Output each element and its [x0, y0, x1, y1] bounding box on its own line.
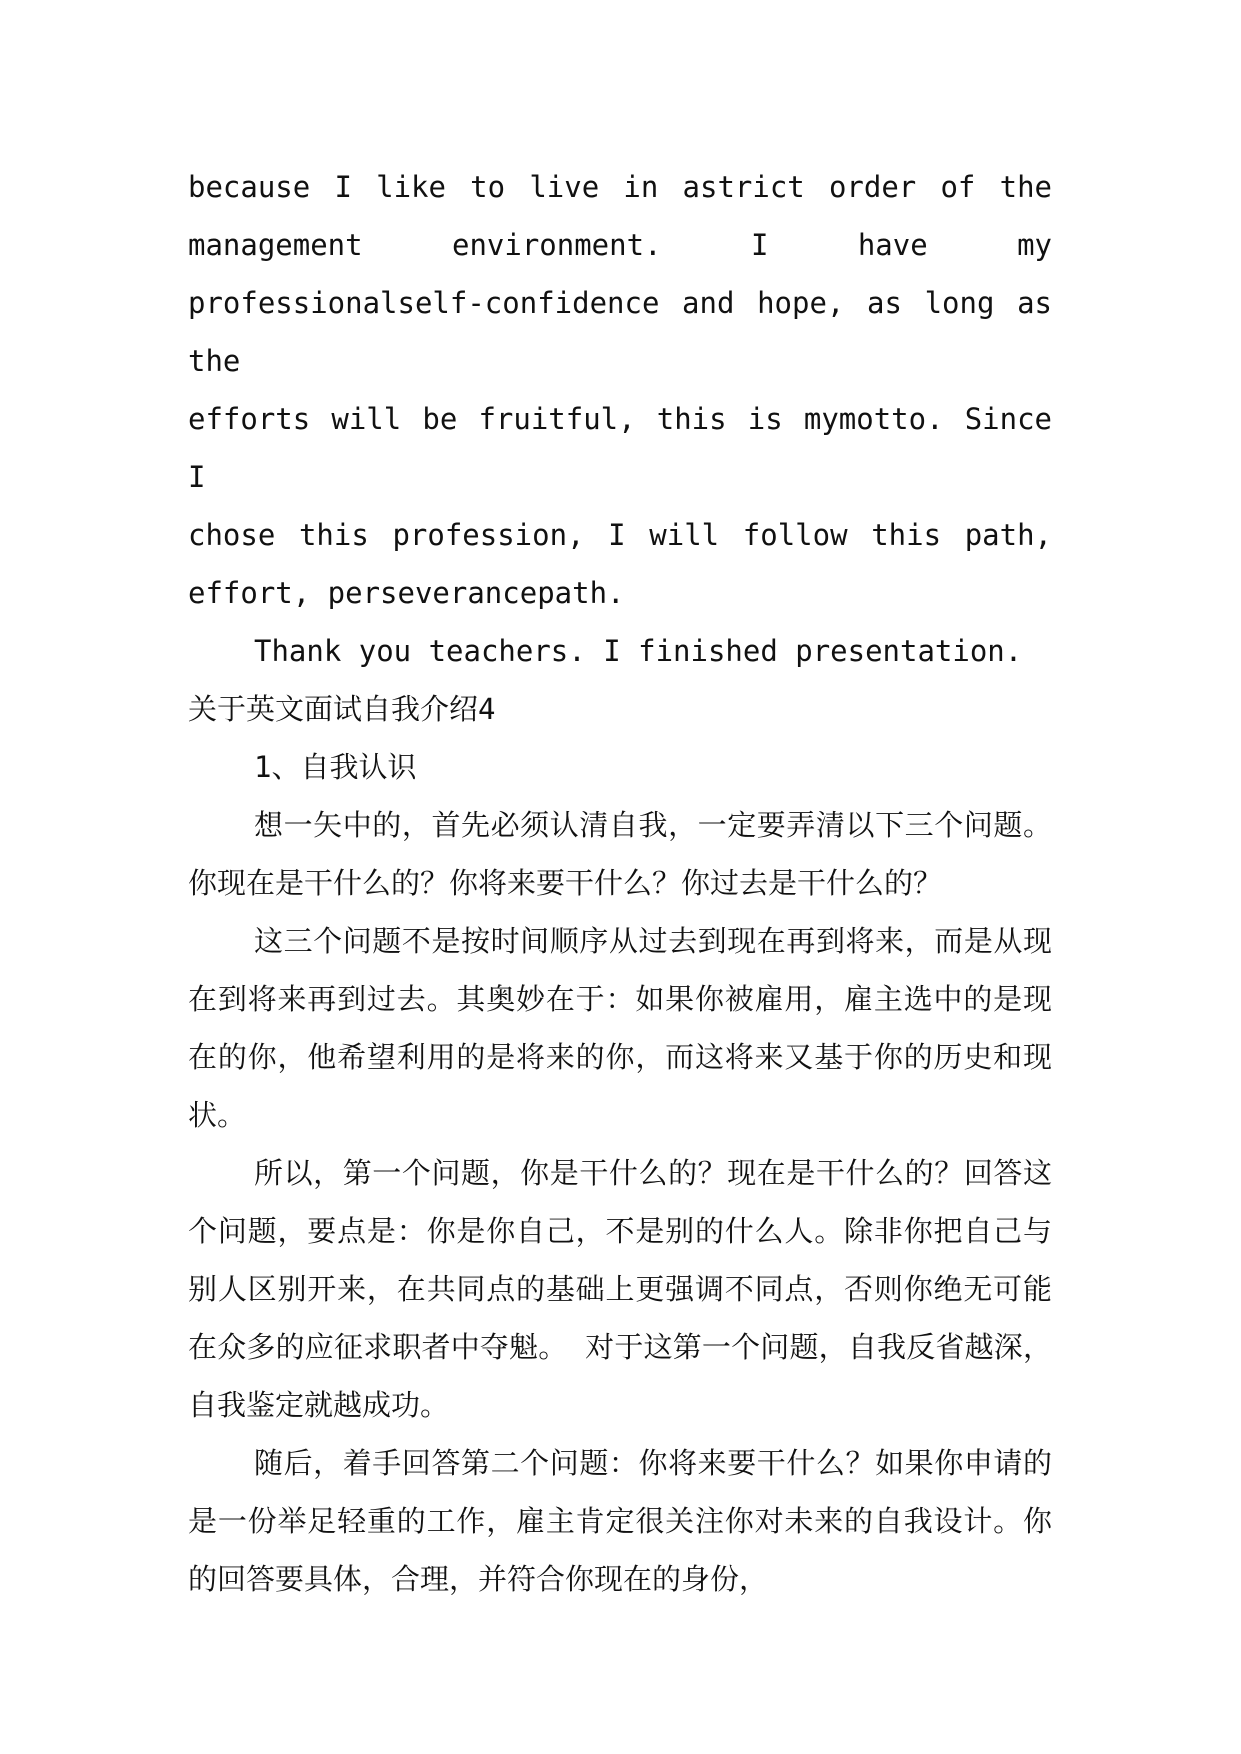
text-line: because I like to live in astrict order of the [188, 170, 1052, 204]
text-line: effort, perseverancepath. [188, 576, 625, 610]
english-paragraph [188, 158, 1052, 622]
text-line: professionalself-confidence and hope, as long as the [188, 286, 1052, 378]
text-line: management environment. I have my [188, 228, 1052, 262]
text-line: chose this profession, I will follow this path, [188, 518, 1052, 552]
subheading: 1、自我认识 [254, 750, 417, 784]
section-title: 关于英文面试自我介绍4 [188, 692, 496, 726]
thanks-paragraph: Thank you teachers. I finished presentation. [254, 634, 1023, 668]
body-paragraph-4: 随后，着手回答第二个问题：你将来要干什么？如果你申请的是一份举足轻重的工作，雇主肯定很关注你对未来的自我设计。你的回答要具体，合理，并符合你现在的身份， [188, 1446, 1052, 1596]
document-body [188, 158, 1052, 1608]
body-paragraph-3: 所以，第一个问题，你是干什么的？现在是干什么的？回答这个问题，要点是：你是你自己，不是别的什么人。除非你把自己与别人区别开来，在共同点的基础上更强调不同点，否则你绝无可能在众多的应征求职者中夺魁。 对于这第一个问题，自我反省越深，自我鉴定就越成功。 [188, 1156, 1052, 1422]
body-paragraph-1: 想一矢中的，首先必须认清自我，一定要弄清以下三个问题。 你现在是干什么的？你将来要干什么？你过去是干什么的？ [188, 808, 1052, 900]
text-line: efforts will be fruitful, this is mymotto. Since I [188, 402, 1052, 494]
body-paragraph-2: 这三个问题不是按时间顺序从过去到现在再到将来，而是从现在到将来再到过去。其奥妙在于：如果你被雇用，雇主选中的是现在的你，他希望利用的是将来的你，而这将来又基于你的历史和现状。 [188, 924, 1052, 1132]
